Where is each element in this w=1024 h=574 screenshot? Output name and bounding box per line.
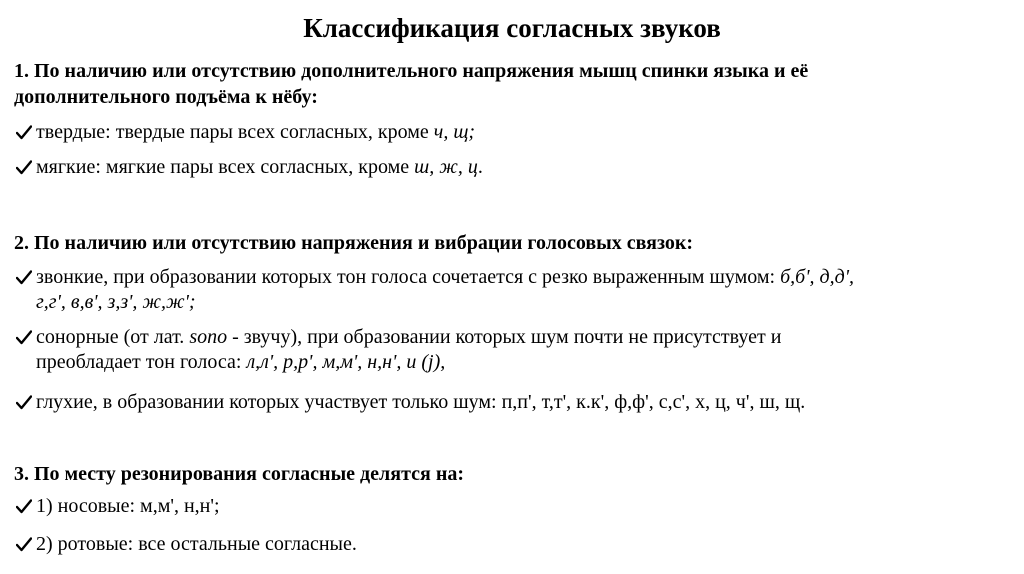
- check-icon: [14, 155, 36, 180]
- list-item-sonorant: [14, 325, 1010, 375]
- list-item-text: [36, 325, 1010, 375]
- slide-title: Классификация согласных звуков: [303, 13, 721, 43]
- item-text: твердые: твердые пары всех согласных, кроме: [36, 121, 434, 143]
- item-italic: ч, щ;: [433, 121, 476, 143]
- item-italic: ш, ж, ц: [414, 156, 478, 178]
- list-item-text: [36, 120, 1010, 145]
- check-icon: [14, 265, 36, 290]
- item-text: сонорные (от лат.: [36, 326, 190, 348]
- item-tail: .: [477, 156, 483, 178]
- check-icon: [14, 325, 36, 350]
- list-item-voiceless: [14, 390, 1010, 415]
- item-italic: б,б', д,д',: [780, 266, 854, 288]
- list-item-text: [36, 265, 1010, 315]
- item-italic-line-2: г,г', в,в', з,з', ж,ж';: [36, 291, 196, 313]
- section-1-heading-line-2: дополнительного подъёма к нёбу:: [14, 86, 318, 108]
- list-item-text: 2) ротовые: все остальные согласные.: [36, 533, 357, 555]
- check-icon: [14, 494, 36, 519]
- item-text: звонкие, при образовании которых тон голоса сочетается с резко выраженным шумом:: [36, 266, 781, 288]
- check-icon: [14, 532, 36, 557]
- item-text-line-2: преобладает тон голоса:: [36, 351, 247, 373]
- list-item-nasal: [14, 494, 1010, 519]
- section-1-heading: [14, 58, 1004, 110]
- section-2-heading: 2. По наличию или отсутствию напряжения и вибрации голосовых связок:: [14, 232, 694, 254]
- item-italic: sono: [189, 326, 228, 348]
- check-icon: [14, 390, 36, 415]
- list-item-hard: [14, 120, 1010, 145]
- list-item-soft: [14, 155, 1010, 180]
- list-item-text: 1) носовые: м,м', н,н';: [36, 495, 220, 517]
- section-3-heading: 3. По месту резонирования согласные делятся на:: [14, 463, 465, 485]
- list-item-voiced: [14, 265, 1010, 315]
- section-1-heading-line-1: 1. По наличию или отсутствию дополнительного напряжения мышц спинки языка и её: [14, 60, 809, 82]
- item-text-continued: - звучу), при образовании которых шум почти не присутствует и: [227, 326, 782, 348]
- item-text: мягкие: мягкие пары всех согласных, кроме: [36, 156, 415, 178]
- check-icon: [14, 120, 36, 145]
- list-item-oral: [14, 532, 1010, 557]
- item-italic-line-2: л,л', р,р', м,м', н,н', и (j),: [246, 351, 446, 373]
- list-item-text: глухие, в образовании которых участвует только шум: п,п', т,т', к.к', ф,ф', с,с', х, ц, ч', ш, щ.: [36, 391, 806, 413]
- list-item-text: [36, 155, 1010, 180]
